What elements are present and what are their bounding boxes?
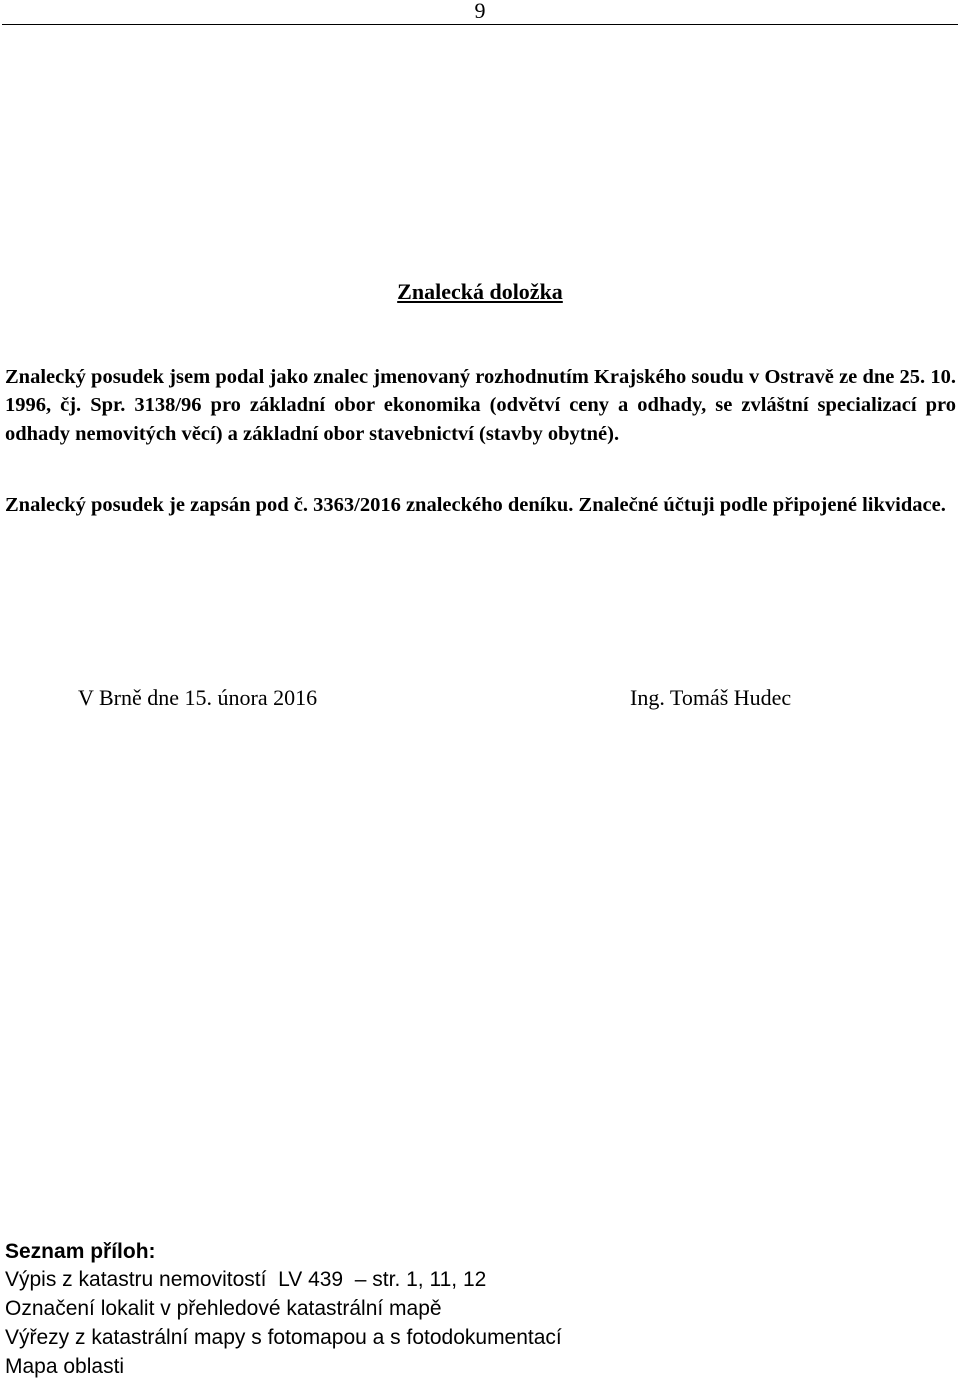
attachments-list [5,1265,955,1381]
clause-title: Znalecká doložka [397,279,563,304]
attachments-section [5,1237,955,1381]
place-date: V Brně dne 15. února 2016 [78,685,318,710]
attachments-heading: Seznam příloh: [5,1240,156,1263]
clause-paragraph-registry: Znalecký posudek je zapsán pod č. 3363/2016 znaleckého deníku. Znalečné účtuji podle připojené likvidace. [5,494,946,516]
page-number: 9 [474,0,486,23]
signer-name: Ing. Tomáš Hudec [630,685,792,710]
attachment-item: Mapa oblasti [5,1355,125,1378]
clause-paragraph-appointment: Znalecký posudek jsem podal jako znalec jmenovaný rozhodnutím Krajského soudu v Ostravě ze dne 25. 10. 1996, čj. Spr. 3138/96 pro základní obor ekonomika (odvětví ceny a odhady, se zvláštní specializací pro odhady nemovitých věcí) a základní obor stavebnictví (stavby obytné). [5,366,956,445]
attachment-item: Výpis z katastru nemovitostí LV 439 – str. 1, 11, 12 [5,1268,487,1291]
attachment-item: Výřezy z katastrální mapy s fotomapou a s fotodokumentací [5,1326,562,1349]
header-rule [2,24,958,25]
attachment-item: Označení lokalit v přehledové katastrální mapě [5,1297,442,1320]
